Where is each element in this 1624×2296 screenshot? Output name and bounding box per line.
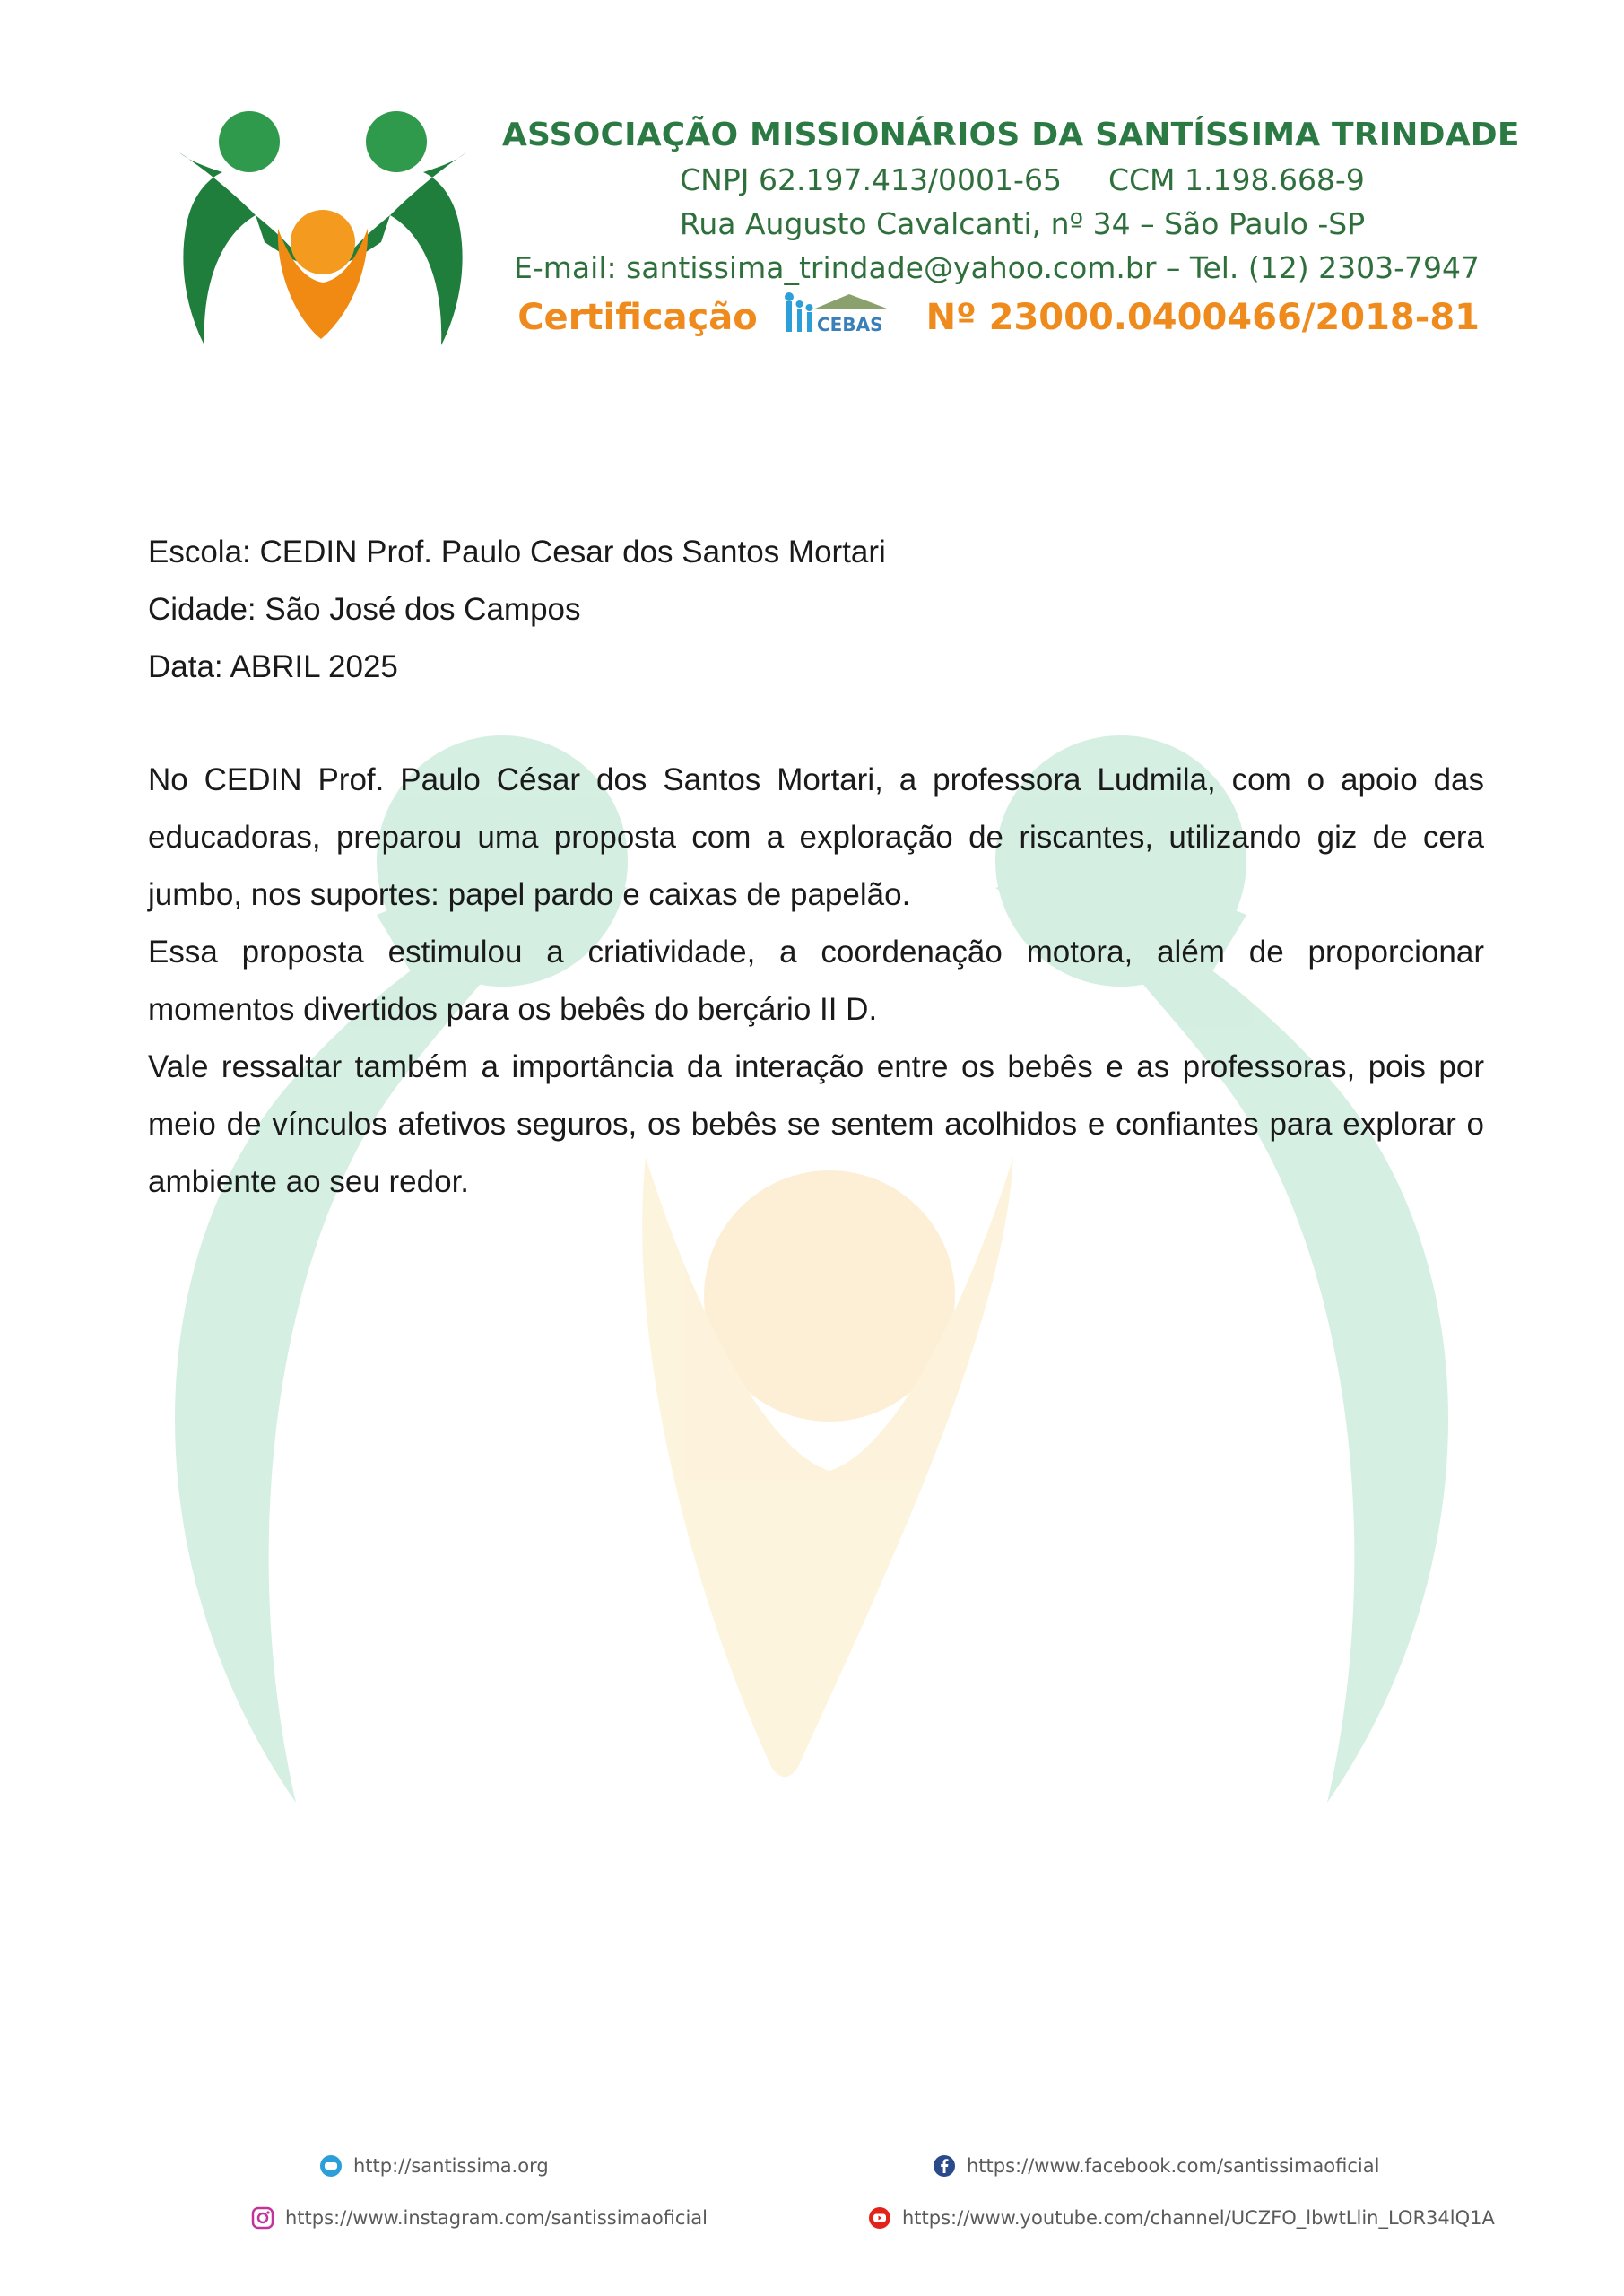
certification-row [502, 294, 1480, 344]
website-url[interactable]: http://santissima.org [353, 2155, 549, 2177]
paragraph-1: No CEDIN Prof. Paulo César dos Santos Mortari, a professora Ludmila, com o apoio das educadoras, preparou uma proposta com a exploração de riscantes, utilizando giz de cera jumbo, nos suportes: papel pardo e caixas de papelão. [148, 762, 1484, 912]
globe-icon [319, 2154, 343, 2178]
instagram-url[interactable]: https://www.instagram.com/santissimaoficial [285, 2207, 708, 2229]
cebas-logo-text: CEBAS [816, 314, 883, 335]
paragraph-2: Essa proposta estimulou a criatividade, a coordenação motora, além de proporcionar momentos divertidos para os bebês do berçário II D. [148, 935, 1484, 1027]
youtube-url[interactable]: https://www.youtube.com/channel/UCZFO_lbwtLlin_LOR34lQ1A [902, 2207, 1495, 2229]
document-body [148, 524, 1484, 1211]
footer-facebook-link[interactable] [933, 2154, 1379, 2178]
footer-website-link[interactable] [319, 2154, 549, 2178]
organization-address: Rua Augusto Cavalcanti, nº 34 – São Paulo -SP [679, 206, 1366, 241]
cebas-logo [779, 289, 905, 339]
letterhead [170, 108, 1520, 368]
organization-contact: E-mail: santissima_trindade@yahoo.com.br – Tel. (12) 2303-7947 [514, 250, 1480, 285]
school-line: Escola: CEDIN Prof. Paulo Cesar dos Santos Mortari [148, 535, 886, 570]
facebook-url[interactable]: https://www.facebook.com/santissimaoficial [967, 2155, 1380, 2177]
organization-logo [170, 108, 475, 359]
youtube-icon [868, 2206, 891, 2230]
footer-youtube-link[interactable] [868, 2206, 1495, 2230]
certification-number: Nº 23000.0400466/2018-81 [925, 297, 1480, 338]
date-line: Data: ABRIL 2025 [148, 649, 398, 684]
registration-numbers [502, 162, 1480, 197]
instagram-icon [251, 2206, 274, 2230]
footer-instagram-link[interactable] [251, 2206, 708, 2230]
ccm-number: CCM 1.198.668-9 [1107, 162, 1365, 197]
organization-name: ASSOCIAÇÃO MISSIONÁRIOS DA SANTÍSSIMA TRINDADE [502, 117, 1520, 153]
certification-label: Certificação [517, 297, 758, 338]
city-line: Cidade: São José dos Campos [148, 592, 581, 627]
cnpj-number: CNPJ 62.197.413/0001-65 [680, 162, 1062, 197]
organization-info [502, 117, 1520, 344]
paragraph-3: Vale ressaltar também a importância da interação entre os bebês e as professoras, pois por meio de vínculos afetivos seguros, os bebês se sentem acolhidos e confiantes para explorar o ambiente ao seu redor. [148, 1049, 1484, 1199]
facebook-icon [933, 2154, 956, 2178]
